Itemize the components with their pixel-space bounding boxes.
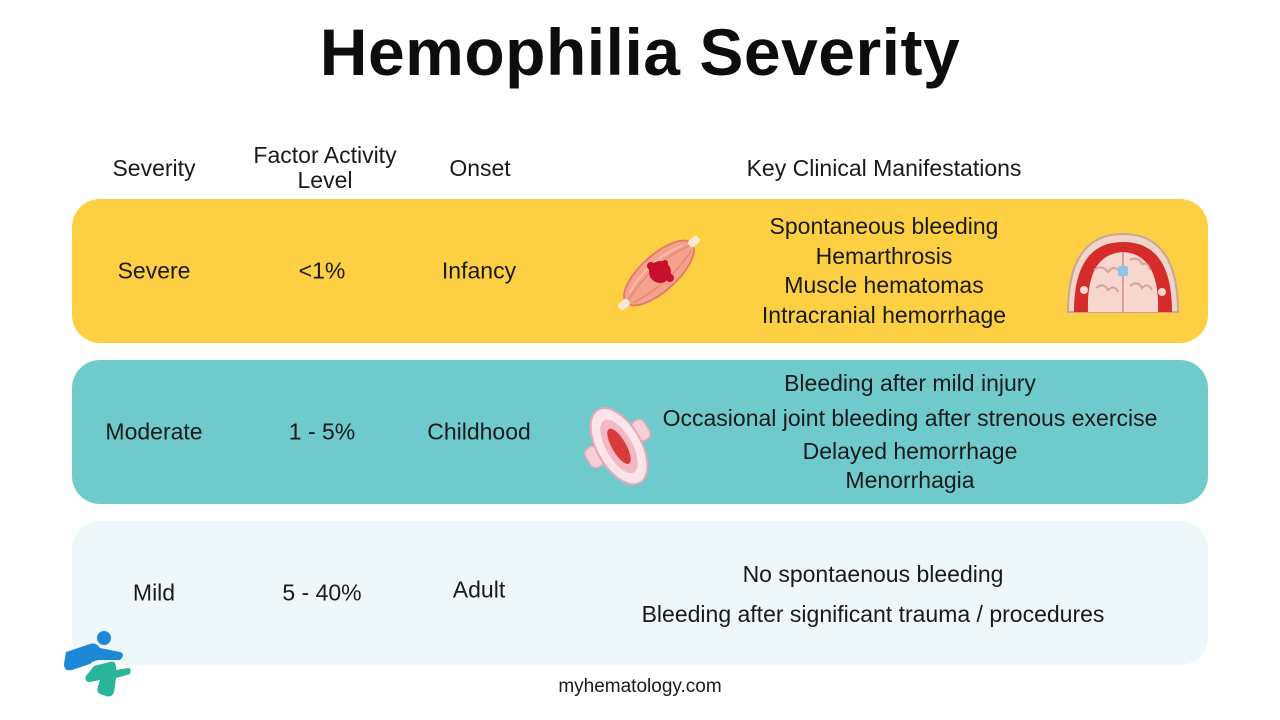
header-onset: Onset (449, 155, 511, 181)
manifestation-item: Bleeding after mild injury (784, 369, 1036, 396)
sanitary-pad-icon (580, 402, 660, 494)
manifestations-list (642, 554, 1105, 634)
onset-cell: Adult (452, 576, 506, 603)
manifestations-list (663, 369, 1158, 496)
manifestation-item: Menorrhagia (845, 466, 975, 493)
onset-cell: Childhood (427, 418, 531, 445)
severity-cell: Moderate (105, 418, 203, 445)
footer-website: myhematology.com (558, 676, 722, 697)
manifestations-list (762, 212, 1006, 330)
header-manifestations: Key Clinical Manifestations (746, 155, 1022, 181)
factor-cell: <1% (298, 257, 346, 284)
manifestation-item: Intracranial hemorrhage (761, 301, 1007, 328)
muscle-icon (604, 218, 714, 328)
manifestation-item: Bleeding after significant trauma / procedures (641, 601, 1105, 627)
factor-cell: 1 - 5% (288, 418, 356, 445)
factor-cell: 5 - 40% (282, 579, 362, 606)
header-severity: Severity (112, 155, 196, 181)
severity-cell: Severe (117, 257, 191, 284)
onset-cell: Infancy (441, 257, 517, 284)
manifestation-item: Spontaneous bleeding (769, 213, 999, 239)
manifestation-item: No spontaenous bleeding (742, 561, 1004, 587)
manifestation-item: Muscle hematomas (784, 272, 984, 298)
manifestation-item: Delayed hemorrhage (802, 437, 1018, 464)
header-factor-line2: Level (297, 167, 353, 193)
severity-cell: Mild (132, 579, 176, 606)
header-factor-activity (230, 143, 420, 193)
page-title: Hemophilia Severity (319, 15, 961, 89)
header-factor-line1: Factor Activity (253, 142, 397, 168)
manifestation-item: Hemarthrosis (815, 242, 953, 269)
manifestation-item: Occasional joint bleeding after strenous exercise (662, 404, 1158, 431)
brain-hemorrhage-icon (1064, 230, 1182, 314)
